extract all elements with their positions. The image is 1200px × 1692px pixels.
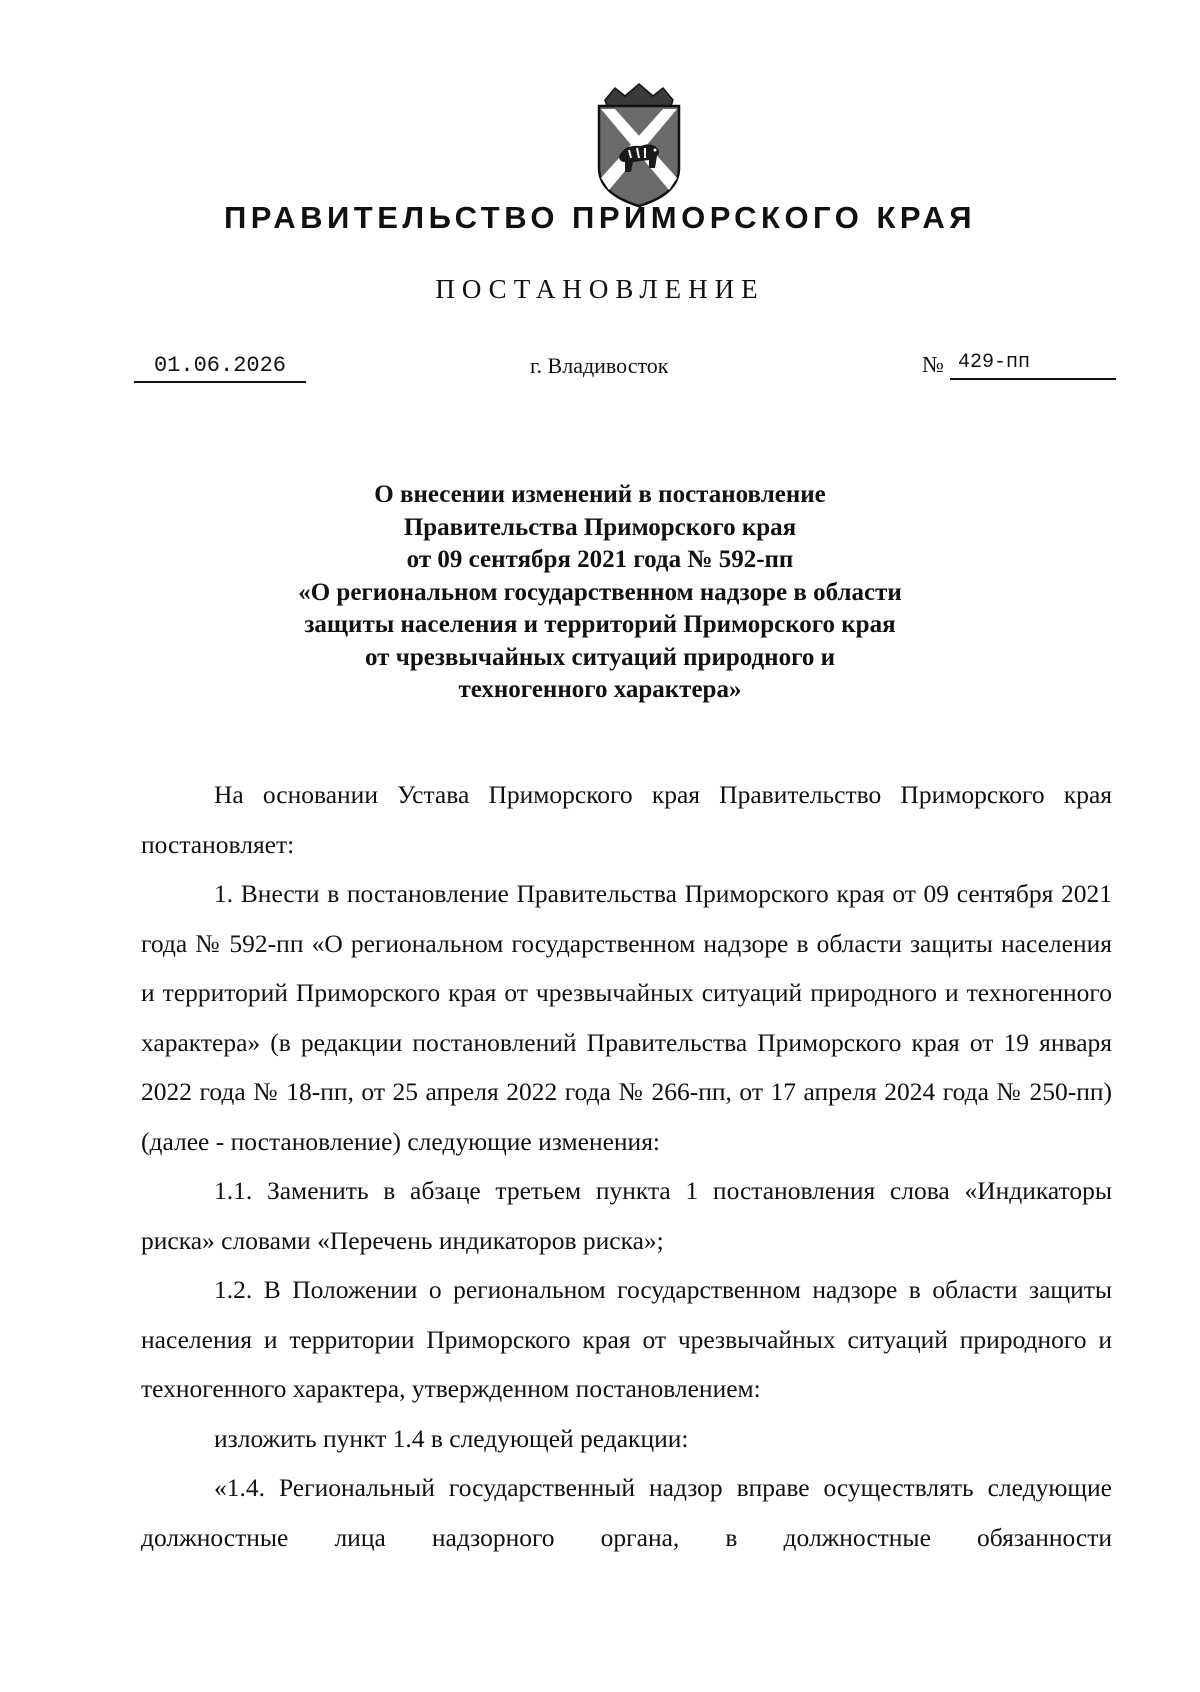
document-subject: [200, 479, 1000, 707]
subject-line: от чрезвычайных ситуаций природного и: [365, 643, 835, 671]
document-city: г. Владивосток: [530, 353, 669, 378]
body-paragraph: изложить пункт 1.4 в следующей редакции:: [214, 1423, 689, 1453]
subject-line: «О региональном государственном надзоре в области: [298, 578, 902, 606]
body-paragraph: 1.2. В Положении о региональном государственном надзоре в области защиты населения и территории Приморского края от чрезвычайных ситуаций природного и техногенного характера, утвержденном постановлением:: [141, 1275, 1112, 1403]
subject-line: защиты населения и территорий Приморского края: [304, 611, 896, 638]
document-number: 429-пп: [950, 349, 1116, 380]
document-body: [141, 770, 1112, 1562]
body-paragraph: «1.4. Региональный государственный надзор вправе осуществлять следующие должностные лица надзорного органа, в должностные обязанности: [141, 1473, 1112, 1552]
coat-of-arms-icon: [585, 82, 693, 210]
subject-line: Правительства Приморского края: [403, 513, 797, 541]
body-paragraph: 1. Внести в постановление Правительства Приморского края от 09 сентября 2021 года № 592-пп «О региональном государственном надзоре в области защиты населения и территорий Приморского края от чрезвычайных ситуаций природного и техногенного характера» (в редакции постановлений Правительства Приморского края от 19 января 2022 года № 18-пп, от 25 апреля 2022 года № 266-пп, от 17 апреля 2024 года № 250-пп) (далее - постановление) следующие изменения:: [141, 879, 1112, 1156]
document-date: 01.06.2026: [134, 352, 306, 383]
subject-line: от 09 сентября 2021 года № 592-пп: [406, 546, 794, 573]
subject-line: техногенного характера»: [458, 676, 742, 703]
document-type: ПОСТАНОВЛЕНИЕ: [435, 274, 765, 304]
body-paragraph: На основании Устава Приморского края Правительство Приморского края постановляет:: [141, 780, 1112, 859]
government-title: ПРАВИТЕЛЬСТВО ПРИМОРСКОГО КРАЯ: [224, 200, 976, 235]
number-sign: №: [922, 352, 944, 377]
subject-line: О внесении изменений в постановление: [374, 481, 826, 508]
body-paragraph: 1.1. Заменить в абзаце третьем пункта 1 постановления слова «Индикаторы риска» словами «Перечень индикаторов риска»;: [141, 1176, 1112, 1255]
